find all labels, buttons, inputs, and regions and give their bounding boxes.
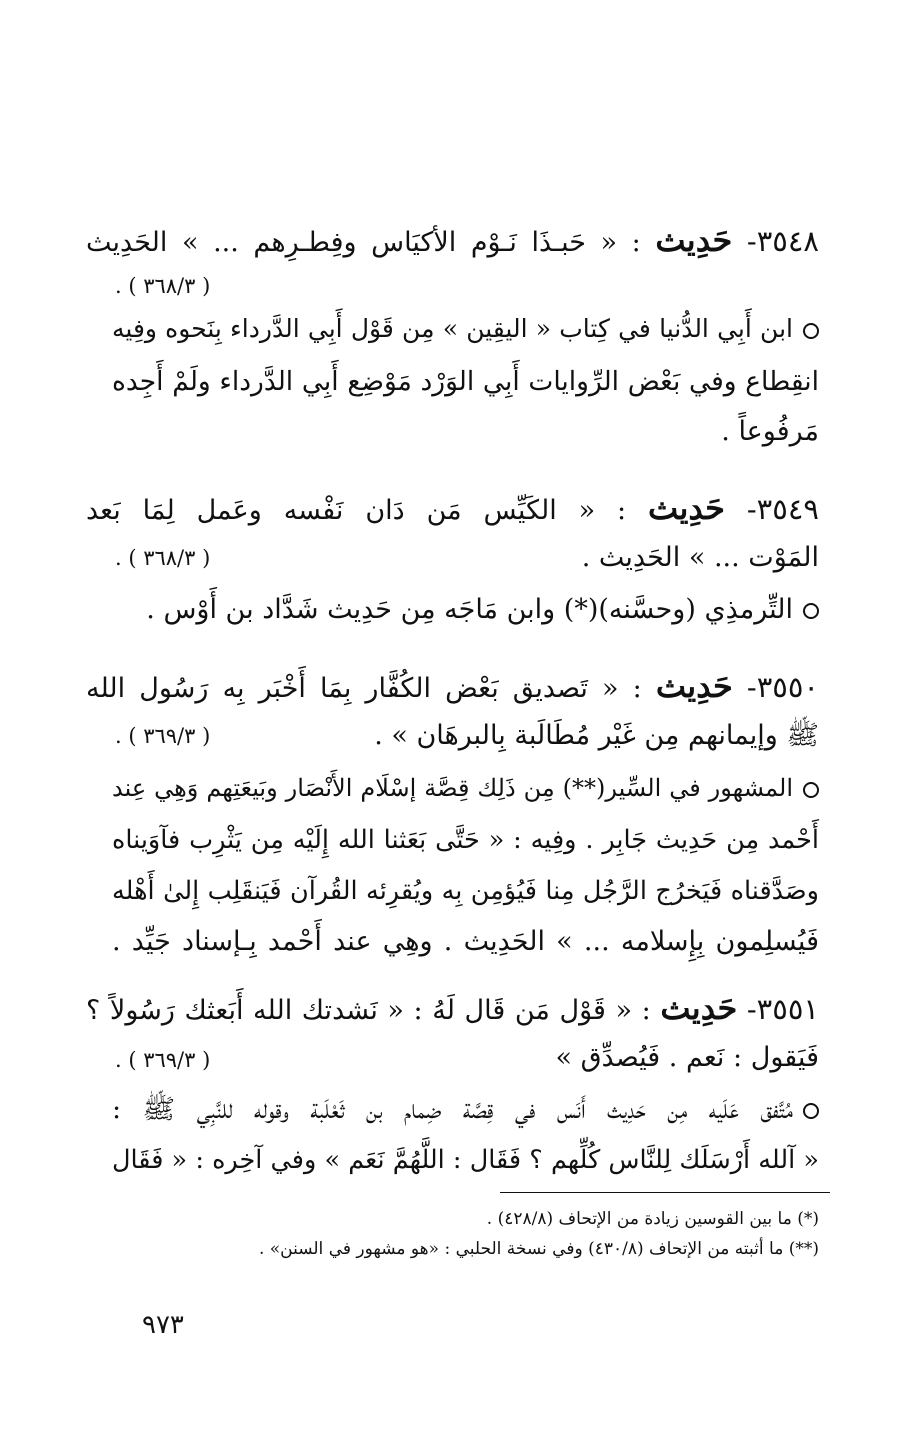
entry-text: : « تَصديق بَعْض الكُفَّار بِمَا أَخْبَر بِه رَسُول الله <box>86 673 642 704</box>
entry-number: ٣٥٥٠- <box>746 670 819 704</box>
footnote: (*) ما بين القوسين زيادة من الإتحاف (٤٢٨/٨) . <box>486 1209 819 1229</box>
commentary-line: أَحْمد مِن حَدِيث جَابِر . وفِيه : « حَتَّى بَعَثنا الله إِلَيْه مِن يَثْرِب فآوَيناه <box>112 825 819 855</box>
commentary-line: مَرفُوعاً . <box>721 416 819 447</box>
entry-3550-line2: ﷺ وإيمانهم مِن غَيْر مُطَالَبة بِالبرهَان » . <box>374 720 819 751</box>
entry-3548-reference: ( ٣٦٨/٣ ) . <box>115 274 211 298</box>
footnote-divider <box>500 1192 830 1193</box>
entry-text: : « حَبـذَا نَـوْم الأكيَاس وفِطـرِهم ... » الحَدِيث <box>86 227 641 258</box>
entry-number: ٣٥٤٨- <box>746 224 819 258</box>
entry-keyword: حَدِيث <box>660 989 738 1027</box>
footnote: (**) ما أثبته من الإتحاف (٤٣٠/٨) وفي نسخة الحلبي : «هو مشهور في السنن» . <box>258 1239 819 1259</box>
page-number: ٩٧٣ <box>142 1310 184 1340</box>
entry-keyword: حَدِيث <box>655 221 733 259</box>
commentary-line: فَيُسلِمون بِإِسلامه ... » الحَدِيث . وهِي عند أَحْمد بِـإسناد جَيِّد . <box>112 926 819 957</box>
entry-3550-heading <box>86 664 819 711</box>
commentary-line: ابن أَبِي الدُّنيا في كِتاب « اليقِين » مِن قَوْل أَبِي الدَّرداء بِنَحوه وفِيه <box>112 307 819 351</box>
entry-text: : « الكَيِّس مَن دَان نَفْسه وعَمل لِمَا بَعد <box>86 495 627 526</box>
circle-bullet-icon <box>803 1103 819 1119</box>
circle-bullet-icon <box>803 782 819 798</box>
commentary-line: التِّرمذِي (وحسَّنه)(*) وابن مَاجَه مِن حَدِيث شَدَّاد بن أَوْس . <box>112 588 819 632</box>
entry-3548-heading <box>86 218 819 265</box>
entry-3551-heading <box>86 986 819 1033</box>
entry-number: ٣٥٤٩- <box>746 492 819 526</box>
entry-3549-line2: المَوْت ... » الحَدِيث . <box>581 542 819 573</box>
commentary-line: مُتَّفق عَلَيه مِن حَدِيث أَنَس في قِصَّة ضِمام بن ثَعْلَبة وقوله للنَّبِي ﷺ : <box>112 1088 819 1132</box>
circle-bullet-icon <box>803 323 819 339</box>
commentary-line: وصَدَّقناه فَيَخرُج الرَّجُل مِنا فَيُؤمِن بِه ويُقرِئه القُرآن فَيَنقَلِب إِلىٰ أَهْله <box>112 876 819 906</box>
circle-bullet-icon <box>803 603 819 619</box>
entry-keyword: حَدِيث <box>655 667 733 705</box>
entry-3549-reference: ( ٣٦٨/٣ ) . <box>115 546 211 570</box>
commentary-line: « آلله أَرْسَلَك لِلنَّاس كُلِّهم ؟ فَقَال : اللَّهُمَّ نَعَم » وفي آخِره : « فَقَال <box>112 1145 819 1175</box>
entry-number: ٣٥٥١- <box>746 992 819 1026</box>
commentary-line: المشهور في السِّير(**) مِن ذَلِك قِصَّة إسْلَام الأَنْصَار وبَيعَتِهم وَهِي عِند <box>112 766 819 810</box>
entry-text: : « قَوْل مَن قَال لَهُ : « نَشدتك الله أَبَعثك رَسُولاً ؟ <box>86 995 651 1026</box>
entry-keyword: حَدِيث <box>648 489 725 527</box>
entry-3550-reference: ( ٣٦٩/٣ ) . <box>115 724 211 748</box>
entry-3549-heading <box>86 486 819 533</box>
entry-3551-line2: فَيَقول : نَعم . فَيُصدِّق » <box>555 1042 819 1073</box>
entry-3551-reference: ( ٣٦٩/٣ ) . <box>115 1048 211 1072</box>
commentary-line: انقِطاع وفي بَعْض الرِّوايات أَبِي الوَرْد مَوْضِع أَبِي الدَّرداء ولَمْ أَجِده <box>112 366 819 397</box>
